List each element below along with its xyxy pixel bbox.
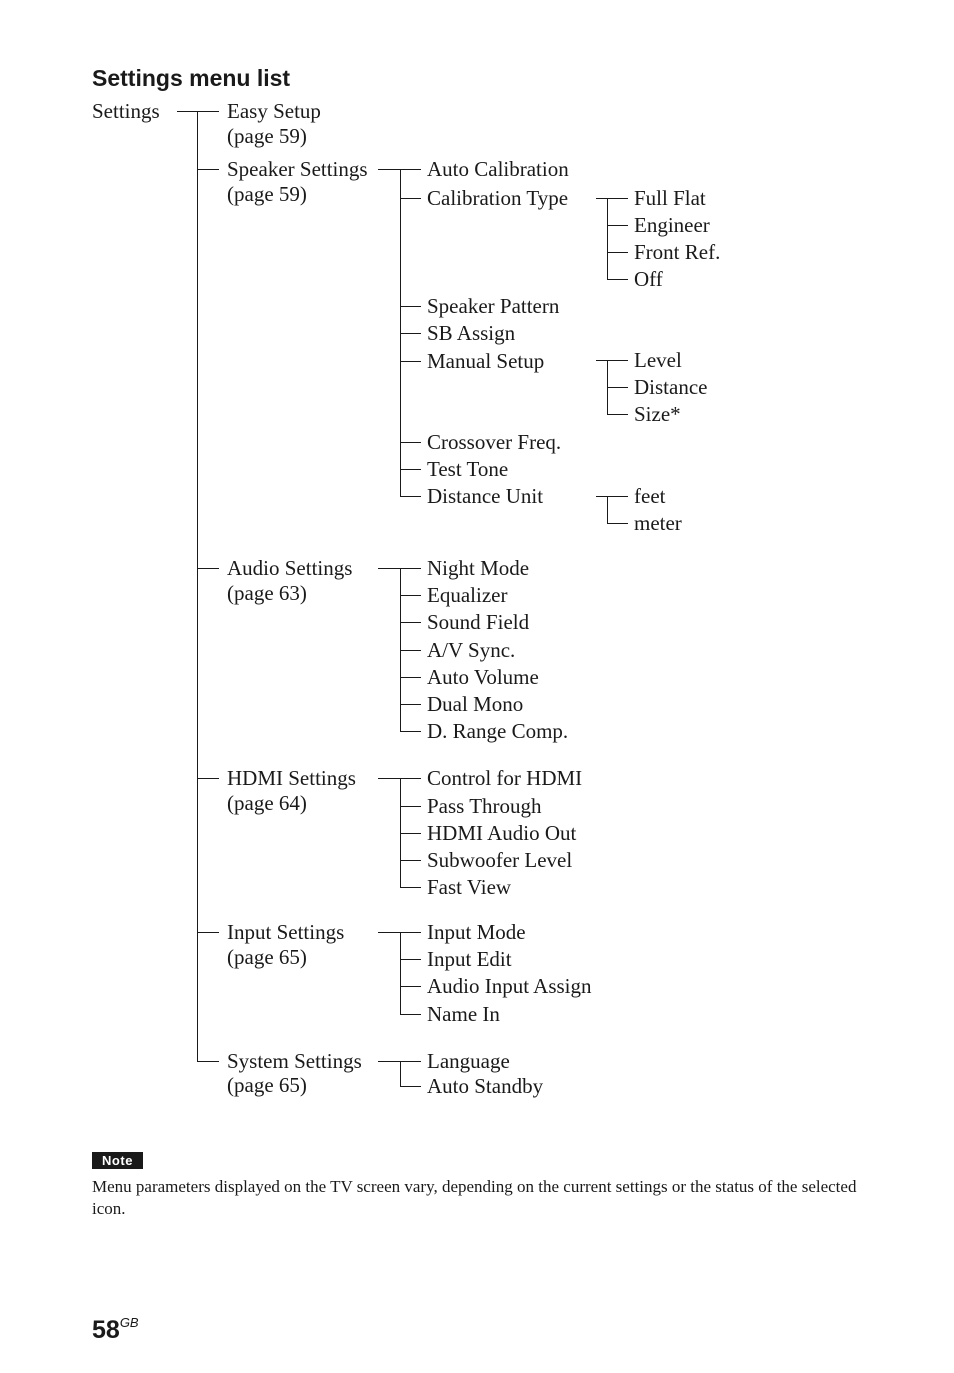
connector-tick: [607, 387, 628, 388]
connector-manual-stub: [596, 360, 628, 361]
item-control-for-hdmi: Control for HDMI: [427, 766, 583, 790]
menu-speaker-settings: Speaker Settings: [227, 157, 368, 181]
connector-tick: [400, 333, 421, 334]
menu-speaker-settings-page: (page 59): [227, 182, 307, 206]
item-sound-field: Sound Field: [427, 610, 530, 634]
connector-calibration-trunk: [607, 198, 608, 279]
connector-tick: [400, 306, 421, 307]
item-d-range-comp: D. Range Comp.: [427, 719, 569, 743]
item-auto-volume: Auto Volume: [427, 665, 539, 689]
menu-input-settings: Input Settings: [227, 920, 345, 944]
connector-tick: [400, 442, 421, 443]
note-text: Menu parameters displayed on the TV screen vary, depending on the current settings or the status of the selected icon.: [92, 1177, 857, 1218]
item-front-ref: Front Ref.: [634, 240, 721, 264]
connector-tick: [607, 523, 628, 524]
item-name-in: Name In: [427, 1002, 500, 1026]
connector-tick: [400, 677, 421, 678]
connector-tick: [607, 252, 628, 253]
item-subwoofer-level: Subwoofer Level: [427, 848, 573, 872]
item-input-edit: Input Edit: [427, 947, 512, 971]
item-speaker-pattern: Speaker Pattern: [427, 294, 560, 318]
page-number-suffix: GB: [119, 1315, 139, 1330]
item-off: Off: [634, 267, 663, 291]
connector-distance-unit-trunk: [607, 496, 608, 523]
item-meter: meter: [634, 511, 682, 535]
connector-tick: [607, 414, 628, 415]
connector-tick: [400, 806, 421, 807]
item-sb-assign: SB Assign: [427, 321, 516, 345]
page-number: [92, 1306, 139, 1347]
item-level: Level: [634, 348, 682, 372]
item-auto-calibration: Auto Calibration: [427, 157, 569, 181]
connector-tick: [400, 595, 421, 596]
connector-calibration-stub: [596, 198, 628, 199]
connector-input-trunk: [400, 932, 401, 1014]
connector-tick: [607, 279, 628, 280]
connector-tick: [400, 650, 421, 651]
connector-tick: [400, 959, 421, 960]
connector-tick: [400, 833, 421, 834]
item-size: Size*: [634, 402, 681, 426]
connector-distance-unit-stub: [596, 496, 628, 497]
tree-root-settings: Settings: [92, 99, 160, 123]
page-title: Settings menu list: [92, 65, 291, 91]
connector-tick: [400, 1014, 421, 1015]
connector-tick: [400, 469, 421, 470]
connector-speaker: [197, 169, 219, 170]
item-pass-through: Pass Through: [427, 794, 542, 818]
item-language: Language: [427, 1049, 510, 1073]
menu-system-settings: System Settings: [227, 1049, 362, 1073]
item-audio-input-assign: Audio Input Assign: [427, 974, 592, 998]
page-number-value: 58: [92, 1316, 120, 1344]
connector-hdmi: [197, 778, 219, 779]
menu-easy-setup: Easy Setup: [227, 99, 321, 123]
menu-hdmi-settings: HDMI Settings: [227, 766, 356, 790]
connector-audio: [197, 568, 219, 569]
menu-audio-settings: Audio Settings: [227, 556, 353, 580]
connector-tick: [400, 496, 421, 497]
connector-system: [197, 1061, 219, 1062]
item-calibration-type: Calibration Type: [427, 186, 569, 210]
item-hdmi-audio-out: HDMI Audio Out: [427, 821, 577, 845]
item-distance: Distance: [634, 375, 708, 399]
menu-system-settings-page: (page 65): [227, 1073, 307, 1097]
item-crossover-freq: Crossover Freq.: [427, 430, 562, 454]
menu-input-settings-page: (page 65): [227, 945, 307, 969]
item-av-sync: A/V Sync.: [427, 638, 516, 662]
item-feet: feet: [634, 484, 666, 508]
connector-tick: [607, 225, 628, 226]
note-badge: Note: [92, 1152, 143, 1169]
item-night-mode: Night Mode: [427, 556, 530, 580]
item-manual-setup: Manual Setup: [427, 349, 545, 373]
item-equalizer: Equalizer: [427, 583, 508, 607]
item-engineer: Engineer: [634, 213, 710, 237]
connector-level1-trunk: [197, 111, 198, 1061]
item-input-mode: Input Mode: [427, 920, 526, 944]
connector-tick: [400, 198, 421, 199]
connector-tick: [400, 622, 421, 623]
connector-tick: [400, 704, 421, 705]
menu-hdmi-settings-page: (page 64): [227, 791, 307, 815]
connector-tick: [400, 1086, 421, 1087]
item-dual-mono: Dual Mono: [427, 692, 524, 716]
item-distance-unit: Distance Unit: [427, 484, 544, 508]
item-auto-standby: Auto Standby: [427, 1074, 544, 1098]
connector-tick: [400, 361, 421, 362]
connector-tick: [400, 986, 421, 987]
menu-easy-setup-page: (page 59): [227, 124, 307, 148]
connector-input: [197, 932, 219, 933]
connector-system-trunk: [400, 1061, 401, 1086]
menu-audio-settings-page: (page 63): [227, 581, 307, 605]
item-test-tone: Test Tone: [427, 457, 509, 481]
connector-tick: [400, 887, 421, 888]
connector-tick: [400, 731, 421, 732]
item-fast-view: Fast View: [427, 875, 512, 899]
connector-tick: [400, 860, 421, 861]
item-full-flat: Full Flat: [634, 186, 706, 210]
